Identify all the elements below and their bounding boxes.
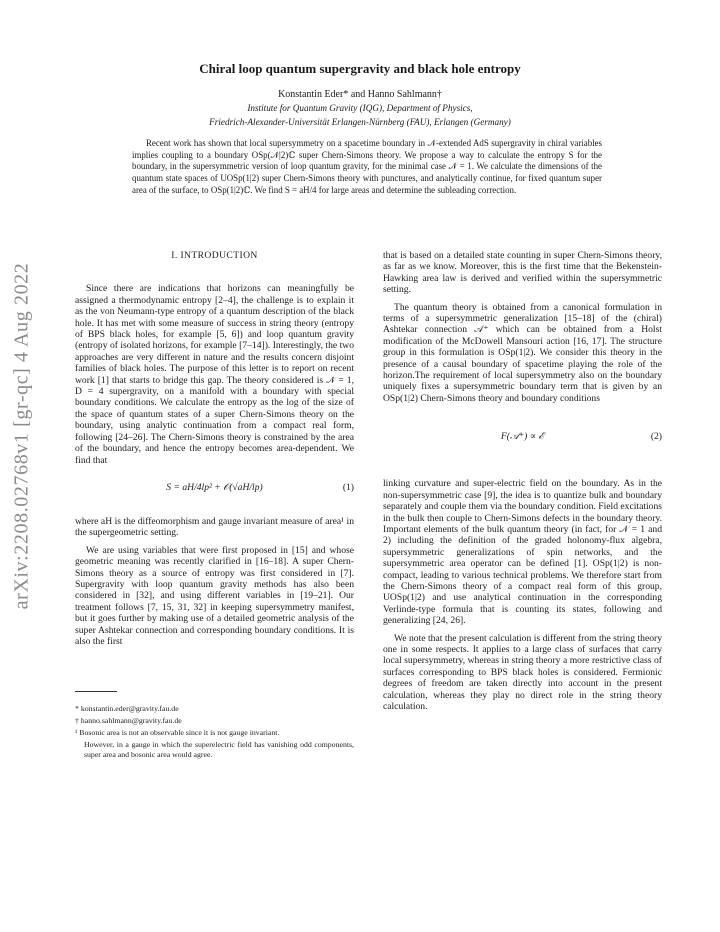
equation-1-formula: S = aH/4lp² + 𝒪(√aH/lp) [166, 481, 263, 493]
arxiv-stamp [2, 236, 42, 636]
equation-2 [383, 414, 662, 466]
equation-1 [75, 476, 354, 504]
footnote-email-2: † hanno.sahlmann@gravity.fau.de [75, 716, 182, 726]
footnote-rule [75, 691, 117, 692]
intro-paragraph-3: We are using variables that were first proposed in [15] and whose geometric meaning was recently clarified in [16–18]. A super Chern-Simons theory as a source of entropy was first considered in [7]. Supergravity with loop quantum gravity methods has also been considered in [32], and using different variables in [19–21]. Our treatment follows [7, 15, 31, 32] in keeping supersymmetry manifest, but it goes further by making use of a detailed geometric analysis of the super Ashtekar connection and corresponding boundary conditions. It is also the first [75, 544, 354, 647]
equation-1-number: (1) [342, 481, 354, 493]
paper-title: Chiral loop quantum supergravity and black hole entropy [199, 61, 521, 76]
intro-paragraph-6: linking curvature and super-electric field on the boundary. As in the non-supersymmetric case [9], the idea is to quantize bulk and boundary separately and couple them via the boundary condition. Field excitations in the bulk then couple to Chern-Simons defects in the boundary theory. Important elements of the bulk quantum theory (in fact, for 𝒩 = 1 and 2) including the definition of the graded holonomy-flux algebra, supersymmetric generalizations of spin networks, and the supersymmetric area operator can be defined [1]. OSp(1|2) is non-compact, leading to various technical problems. We therefore start from the Chern-Simons theory of a compact real form of this group, UOSp(1|2) and use analytical continuation in the corresponding Verlinde-type formula that is counting its states, following and generalizing [24, 26]. [383, 478, 662, 627]
equation-2-formula: F(𝒜⁺) ∝ ℰ [500, 431, 545, 443]
affiliation-line-1: Institute for Quantum Gravity (IQG), Department of Physics, [247, 103, 473, 113]
equation-2-number: (2) [650, 431, 662, 443]
right-column [383, 250, 662, 718]
intro-paragraph-5: The quantum theory is obtained from a canonical formulation in terms of a supersymmetric generalization [15–18] of the (chiral) Ashtekar connection 𝒜⁺ which can be obtained from a Holst modification of the McDowell Mansouri action [16, 17]. The structure group in this formulation is OSp(1|2). We consider this theory in the presence of a causal boundary of spacetime playing the role of the horizon.The requirement of local supersymmetry also on the boundary uniquely fixes a supersymmetric boundary term that is given by an OSp(1|2) Chern-Simons theory and boundary conditions [383, 301, 662, 404]
footnote-email-1: * konstantin.eder@gravity.fau.de [75, 704, 179, 714]
intro-paragraph-7: We note that the present calculation is different from the string theory one in some respects. It applies to a large class of surfaces that carry local supersymmetry, whereas in string theory a more restrictive class of surfaces corresponding to BPS black holes is considered. Fermionic degrees of freedom are taken directly into account in the present calculation, whereas they play no direct role in the string theory calculation. [383, 632, 662, 712]
left-column [75, 250, 354, 761]
intro-paragraph-2: where aH is the diffeomorphism and gauge invariant measure of area¹ in the supergeometric setting. [75, 515, 354, 539]
intro-paragraph-4: that is based on a detailed state counting in super Chern-Simons theory, as far as we know. Moreover, this is the first time that the Bekenstein-Hawking area law is derived and verified within the supersymmetric setting. [383, 250, 662, 296]
footnote-1-line-2: However, in a gauge in which the superelectric field has vanishing odd components, super area and bosonic area would agree. [84, 739, 354, 759]
affiliation-line-2: Friedrich-Alexander-Universität Erlangen-Nürnberg (FAU), Erlangen (Germany) [209, 117, 511, 127]
author-list: Konstantin Eder* and Hanno Sahlmann† [278, 89, 442, 100]
arxiv-stamp-text: arXiv:2208.02768v1 [gr-qc] 4 Aug 2022 [10, 262, 33, 610]
intro-paragraph-1: Since there are indications that horizons can meaningfully be assigned a thermodynamic entropy [2–4], the challenge is to explain it as the von Neumann-type entropy of a quantum description of the black hole. It has met with some measure of success in string theory (entropy of BPS black holes, for example [5, 6]) and loop quantum gravity (entropy of isolated horizons, for example [7–14]). Interestingly, the two approaches are very different in nature and the results concern disjoint families of black holes. The purpose of this letter is to report on recent work [1] that starts to bridge this gap. The theory considered is 𝒩 = 1, D = 4 supergravity, on a manifold with a boundary with special boundary conditions. We calculate the entropy as the log of the size of the space of quantum states of a super Chern-Simons theory on the boundary, using analytic continuation from a compact real form, following [24–26]. The Chern-Simons theory is constrained by the area of the boundary, and hence the entropy becomes area-dependent. We find that [75, 283, 354, 466]
abstract-text: Recent work has shown that local supersymmetry on a spacetime boundary in 𝒩-extended AdS supergravity in chiral variables implies coupling to a boundary OSp(𝒩|2)ℂ super Chern-Simons theory. We propose a way to calculate the entropy S for the boundary, in the supersymmetric version of loop quantum gravity, for the minimal case 𝒩 = 1. We calculate the dimensions of the quantum state spaces of UOSp(1|2) super Chern-Simons theory with punctures, and analytically continue, for fixed quantum super area of the surface, to OSp(1|2)ℂ. We find S = aH/4 for large areas and determine the subleading correction. [132, 138, 602, 195]
footnotes [75, 704, 354, 759]
footnote-1-line-1: ¹ Bosonic area is not an observable since it is not gauge invariant. [75, 727, 280, 737]
section-heading: I. INTRODUCTION [171, 250, 258, 261]
abstract [132, 138, 602, 197]
